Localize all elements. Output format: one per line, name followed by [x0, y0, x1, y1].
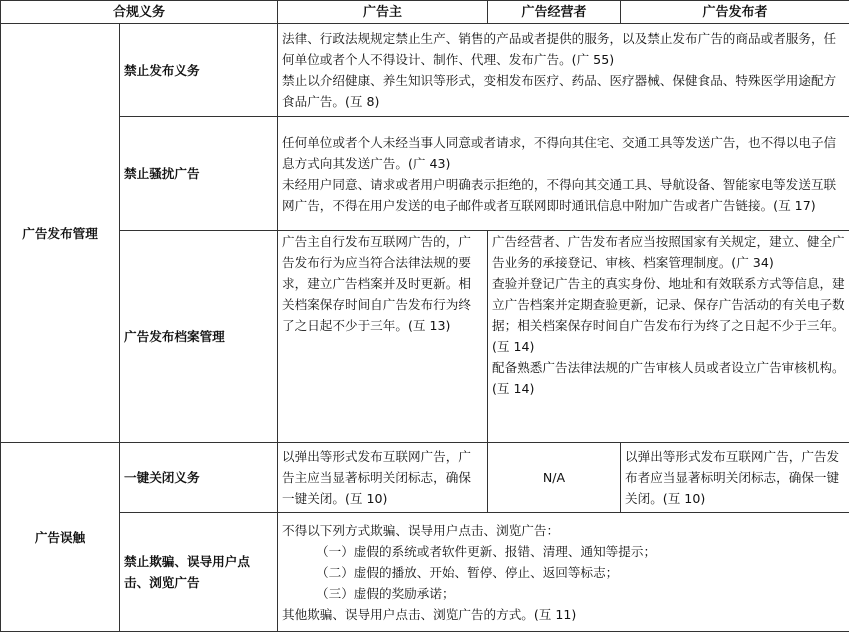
- header-row: [1, 1, 849, 24]
- header-publisher: 广告发布者: [621, 1, 849, 24]
- row-label-archive: 广告发布档案管理: [120, 231, 278, 443]
- row-text-deceive: [278, 513, 849, 632]
- archive-operator-publisher: [488, 231, 849, 443]
- deceive-intro: 不得以下列方式欺骗、误导用户点击、浏览广告：: [282, 522, 560, 538]
- row-prohibit: [1, 24, 849, 117]
- oneclick-operator: N/A: [488, 443, 621, 513]
- deceive-item-2: （二）虚假的播放、开始、暂停、停止、返回等标志；: [316, 564, 619, 580]
- header-advertiser: 广告主: [278, 1, 488, 24]
- archive-para-1: 广告经营者、广告发布者应当按照国家有关规定，建立、健全广告业务的承接登记、审核、档案管理制度。(广 34): [492, 234, 845, 270]
- harass-para-2: 未经用户同意、请求或者用户明确表示拒绝的，不得向其交通工具、导航设备、智能家电等发送互联网广告，不得在用户发送的电子邮件或者互联网即时通讯信息中附加广告或者广告链接。(互 17): [282, 176, 837, 213]
- archive-para-3: 配备熟悉广告法律法规的广告审核人员或者设立广告审核机构。(互 14): [492, 360, 845, 396]
- section-publish-mgmt: 广告发布管理: [1, 24, 120, 443]
- row-label-harass: 禁止骚扰广告: [120, 117, 278, 231]
- prohibit-para-1: 法律、行政法规规定禁止生产、销售的产品或者提供的服务，以及禁止发布广告的商品或者服务，任何单位或者个人不得设计、制作、代理、发布广告。(广 55): [282, 31, 837, 67]
- row-label-prohibit: 禁止发布义务: [120, 24, 278, 117]
- row-label-oneclick: 一键关闭义务: [120, 443, 278, 513]
- section-mislead: 广告误触: [1, 443, 120, 632]
- oneclick-advertiser: 以弹出等形式发布互联网广告，广告主应当显著标明关闭标志，确保一键关闭。(互 10): [278, 443, 488, 513]
- row-archive: [1, 231, 849, 443]
- harass-para-1: 任何单位或者个人未经当事人同意或者请求，不得向其住宅、交通工具等发送广告，也不得以电子信息方式向其发送广告。(广 43): [282, 134, 837, 171]
- deceive-item-1: （一）虚假的系统或者软件更新、报错、清理、通知等提示；: [316, 543, 657, 559]
- header-obligation: 合规义务: [1, 1, 278, 24]
- archive-advertiser: 广告主自行发布互联网广告的，广告发布行为应当符合法律法规的要求，建立广告档案并及时更新。相关档案保存时间自广告发布行为终了之日起不少于三年。(互 13): [278, 231, 488, 443]
- row-harass: [1, 117, 849, 231]
- row-deceive: [1, 513, 849, 632]
- deceive-outro: 其他欺骗、误导用户点击、浏览广告的方式。(互 11): [282, 606, 577, 622]
- header-operator: 广告经营者: [488, 1, 621, 24]
- row-label-deceive: 禁止欺骗、误导用户点击、浏览广告: [120, 513, 278, 632]
- prohibit-para-2: 禁止以介绍健康、养生知识等形式，变相发布医疗、药品、医疗器械、保健食品、特殊医学用途配方食品广告。(互 8): [282, 73, 837, 109]
- oneclick-publisher: 以弹出等形式发布互联网广告，广告发布者应当显著标明关闭标志，确保一键关闭。(互 10): [621, 443, 849, 513]
- row-oneclick: [1, 443, 849, 513]
- row-text-prohibit: [278, 24, 849, 117]
- deceive-item-3: （三）虚假的奖励承诺；: [316, 585, 455, 601]
- row-text-harass: [278, 117, 849, 231]
- archive-para-2: 查验并登记广告主的真实身份、地址和有效联系方式等信息，建立广告档案并定期查验更新，记录、保存广告活动的有关电子数据；相关档案保存时间自广告发布行为终了之日起不少于三年。(互 14): [492, 276, 845, 354]
